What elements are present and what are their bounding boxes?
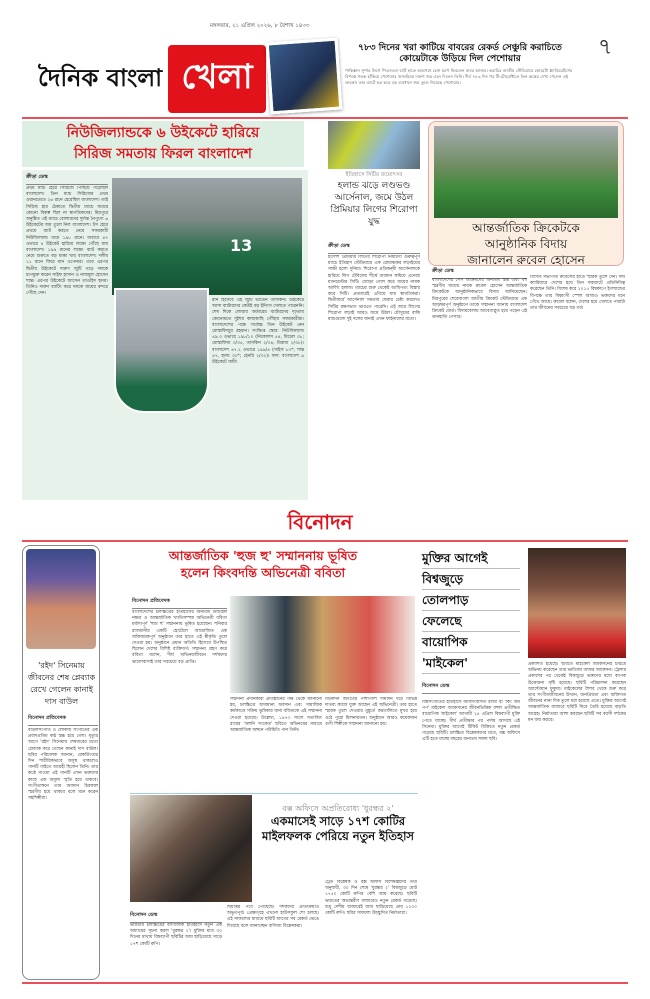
lead-body-col2: রান হিসেবে এই জুটি ভাঙেন তাসকিন। উইকেটে আসা ব্যাটারদের কেউই বড় ইনিংস খেলতে পারেননি। শেষ দিকে লোয়ার অর্ডারের ব্যাটারদের দৃঢ়তায় কোনোমতে দুইশর কাছাকাছি পৌঁছায় সফরকারীরা। বাংলাদেশের পক্ষে সর্বোচ্চ তিন উইকেট নেন মোস্তাফিজুর রহমান। সংক্ষিপ্ত স্কোর: নিউজিল্যান্ড ৪৯.৩ ওভারে ১৯৮/১০ (নিকোলস ৫৪, মিচেল ৩৮; মোস্তাফিজ ৩/৩৫, তাসকিন ২/৩৪, মিরাজ ২/৩৮)। বাংলাদেশ ৪৭.২ ওভারে ১৯৯/৪ (সাইফ ৮৩*, শান্ত ৪৭, হৃদয় ৩০*; হেনরি ২/৩২)। ফল: বাংলাদেশ ৬ উইকেটে জয়ী। [212, 298, 304, 366]
dhurandhar-headline-line1: একমাসেই সাড়ে ১৭শ কোটির [270, 814, 406, 828]
michael-headline-line: বায়োপিক [422, 632, 520, 653]
lead-headline-line2: সিরিজ সমতায় ফিরল বাংলাদেশ [74, 146, 252, 162]
bobita-body-col2: সম্মাননা প্রদানকারী প্রতিষ্ঠানের পক্ষ থেকে জানানো হয়, চলচ্চিত্রে অসামান্য অবদান এবং সামাজিক কর্মকাণ্ডে সক্রিয় ভূমিকার জন্য ববিতাকে এই সম্মাননা দেওয়া হয়েছে। উল্লেখ্য, ১৯৭৩ সালে সত্যজিৎ রায়ের 'অশনি সংকেত' ছবিতে অভিনয়ের মাধ্যমে আন্তর্জাতিক অঙ্গনে পরিচিতি পান তিনি। [230, 697, 322, 734]
epl-byline: ক্রীড়া ডেস্ক [328, 243, 420, 254]
dhurandhar-photo [130, 795, 252, 902]
michael-headline-line: বিশ্বজুড়ে [422, 569, 520, 590]
michael-headline-line: তোলপাড় [422, 590, 520, 611]
epl-headline[interactable]: হলান্ড ঝড়ে লণ্ডভণ্ড আর্সেনাল, জমে উঠল প্রিমিয়ার লিগের শিরোপা যুদ্ধ [330, 181, 418, 227]
section-logo-binodon: বিনোদন [287, 510, 353, 534]
kanai-byline: বিনোদন প্রতিবেদক [28, 715, 98, 726]
michael-body-col1: বিশ্বসংগীতের ইতিহাসে অবিসংবাদিত রাজা বা 'কিং অব পপ' মাইকেল জ্যাকসনের জীবনভিত্তিক বহুল প্রতীক্ষিত বায়োপিক 'মাইকেল' আগামী ২৪ এপ্রিল বিশ্বব্যাপী মুক্তি পেতে যাচ্ছে। দীর্ঘ প্রতীক্ষার পর পর্দায় আসছে এই সিনেমা। মুক্তির আগেই টিকিট বিক্রিতে নতুন রেকর্ড গড়েছে ছবিটি। চলচ্চিত্র বিশ্লেষকদের মতে, বক্স অফিসে এটি হতে যাচ্ছে বছরের অন্যতম সফল ছবি। [422, 700, 520, 743]
dhurandhar-body-col1: ভারতীয় চলচ্চিত্রের বাণিজ্যিক ইতিহাসে নতুন এক অধ্যায়ের সূচনা করল 'ধুরন্ধর ২'। মুক্তির মাত্র ৩০ দিনের মাথায় বিশ্বব্যাপী ছবিটির আয় ছাড়িয়েছে সাড়ে ১৭শ কোটি রুপি। [130, 923, 222, 947]
dhurandhar-body-col2: ছিয়াত্তর পর্বে পৌঁছেছে। দর্শকদের প্রতিক্রিয়াও অভূতপূর্ব। প্রেক্ষাগৃহে এখনো হাউসফুল শো চলছে। এই সাফল্যের মাধ্যমে ছবিটি আগের সব রেকর্ড ভেঙে দিয়েছে বলে জানাচ্ছেন বাণিজ্য বিশ্লেষকরা। [227, 905, 319, 929]
michael-headline-line: ফেলেছে [422, 611, 520, 632]
dhurandhar-byline: বিনোদন ডেস্ক [130, 912, 222, 923]
paper-logo: দৈনিক বাংলা [38, 63, 163, 92]
binodon-divider [22, 540, 628, 542]
rubel-headline[interactable] [428, 220, 624, 268]
michael-headline-line: মুক্তির আগেই [422, 548, 520, 569]
dhurandhar-kicker: বক্স অফিসে অপ্রতিরোধ্য 'ধুরন্ধর ২' [282, 804, 394, 813]
rubel-headline-line1: আন্তর্জাতিক ক্রিকেটকে [472, 221, 580, 235]
michael-photo [528, 548, 626, 658]
michael-headline[interactable] [422, 548, 520, 674]
masthead-divider [22, 117, 628, 119]
rubel-body-col2: বিসিবি সভাপতি রুবেলের হাতে স্মারক তুলে দেন। দীর্ঘ ক্যারিয়ারে দেশের হয়ে তিন ফরম্যাটে প্রতিনিধিত্ব করেছেন তিনি। বিশেষ করে ২০১৫ বিশ্বকাপে ইংল্যান্ডের বিপক্ষে তার বিধ্বংসী স্পেল আজও ভক্তদের মনে গেঁথে আছে। রুবেল বলেন, দেশের হয়ে খেলতে পারাটা তার জীবনের সবচেয়ে বড় গর্ব। [530, 275, 625, 312]
kanai-photo [26, 549, 96, 649]
babar-photo [266, 38, 343, 115]
michael-body-col2: প্রকাশিত হয়েছে। ছবিতে মাইকেল জ্যাকসনের চরিত্রে অভিনয় করেছেন তার ভাতিজা জাফর জ্যাকসন। ট্রেলার প্রকাশের পর থেকেই বিশ্বজুড়ে ভক্তদের মধ্যে ব্যাপক উত্তেজনা সৃষ্টি হয়েছে। ছবিটি পরিচালনা করেছেন অ্যান্টোয়ান ফুকুয়া। মাইকেলের শৈশব থেকে শুরু করে তার সংগীতজীবনের উত্থান, জনপ্রিয়তা এবং ব্যক্তিগত জীবনের নানা দিক তুলে ধরা হয়েছে এতে। মুক্তির আগেই আন্তর্জাতিক বাজারে ছবিটি ঘিরে তৈরি হয়েছে বাড়তি আগ্রহ। নির্মাতারা আশা করছেন ছবিটি সব বয়সী দর্শকের মন জয় করবে। [528, 662, 626, 723]
rubel-headline-line3: জানালেন রুবেল হোসেন [467, 253, 585, 267]
page-number: ৭ [598, 35, 613, 60]
rubel-farewell-photo [434, 126, 618, 218]
team-celebration-photo [112, 178, 302, 295]
lead-body-col1: প্রথম ম্যাচ হেরে সিরিজে পিছিয়ে পড়েছিল বাংলাদেশ। তিন ম্যাচ সিরিজের প্রথম ওয়ানডেতে ২৬ রানে হেরেছিল বাংলাদেশ। তাই সিরিজ হার ঠেকাতে দ্বিতীয় ম্যাচে জয়ের কোনো বিকল্প ছিল না স্বাগতিকদের। মিরপুরে অনুষ্ঠিত এই ম্যাচে বোলারদের দুর্দান্ত নৈপুণ্যে ৬ উইকেটের জয় তুলে নিল বাংলাদেশ। টস হেরে প্রথমে ব্যাট করতে নেমে সফরকারী নিউজিল্যান্ড থামে ১৯৮ রানে। জবাবে ৪৭ ওভারে ৪ উইকেট হারিয়ে লক্ষ্যে পৌঁছে যায় বাংলাদেশ। ১৯৯ রানের লক্ষ্যে ব্যাট করতে নেমে শুরুতে বড় ধাক্কা খায় বাংলাদেশ। দলীয় ১১ রানে ফিরে যান ওপেনার। তবে এরপর দ্বিতীয় উইকেটে দারুণ জুটি গড়ে দলকে চাপমুক্ত করেন সাইফ হাসান ও নাজমুল হোসেন শান্ত। এরপর উইকেটে আসেন তাওহিদ হৃদয়। তিনিও দারুণ ব্যাটিং করে দলকে জয়ের বন্দরে পৌঁছে দেন। [26, 186, 108, 297]
dhurandhar-headline[interactable] [258, 814, 418, 844]
epl-kicker: ইতিহাসে সিটির জয়োৎসব [345, 172, 403, 178]
kanai-body: বাউলসংগীত ও লোকজ সংগীতের এক প্রবাদপ্রতিম কণ্ঠ স্তব্ধ হয়ে গেল। মৃত্যুর আগে 'রইদ' সিনেমায় শেষবারের মতো প্লেব্যাক করে গেছেন কানাই দাস বাউল। ছবির পরিচালক জানান, রেকর্ডিংয়ের দিন শারীরিকভাবে অসুস্থ থাকলেও গানটি গাইতে আগ্রহী ছিলেন তিনি। তার কণ্ঠে গাওয়া এই গানটি এখন ভক্তদের কাছে এক অমূল্য স্মৃতি হয়ে থাকবে। সংগীতাঙ্গনে তার অবদান চিরকাল স্মরণীয় হয়ে থাকবে বলে মনে করেন সহশিল্পীরা। [28, 728, 98, 802]
epl-photo [328, 121, 420, 169]
dhurandhar-body-col3: ট্রেড বিশ্লেষক ও বক্স অফিস বিশেষজ্ঞদের তথ্য অনুযায়ী, ৩০ দিন শেষে 'ধুরন্ধর ২' বিশ্বজুড়ে মোট ১৭৫০ কোটি রুপির বেশি আয় করেছে। ছবিটি ভারতের অভ্যন্তরীণ বাজারেও নতুন রেকর্ড গড়েছে। শুধু দেশীয় বাজারেই আয় ছাড়িয়েছে প্রায় ১২০০ কোটি রুপি। ছবির সাফল্যে উচ্ছ্বসিত নির্মাতারা। [325, 880, 417, 917]
teaser-headline[interactable]: ৭৮৩ দিনের খরা কাটিয়ে বাবরের রেকর্ড সেঞ্চুরি করাচিতে কোয়েটাকে উড়িয়ে দিল পেশোয়ার [358, 43, 562, 64]
jersey-number: 13 [230, 236, 253, 255]
dateline: মঙ্গলবার, ২১ এপ্রিল ২০২৬, ৮ বৈশাখ ১৪৩৩ [210, 23, 310, 29]
batsman-photo [114, 288, 209, 413]
lead-byline: ক্রীড়া ডেস্ক [26, 174, 108, 185]
lead-headline[interactable] [22, 123, 304, 165]
bobita-body-col1: বাংলাদেশের চলচ্চিত্রের ইতিহাসের অন্যতম উজ্জ্বল নক্ষত্র ও আন্তর্জাতিক খ্যাতিসম্পন্ন অভিনেত্রী ববিতা মর্যাদাপূর্ণ 'হুজ হু' সম্মাননায় ভূষিত হয়েছেন। শনিবার রাজধানীর একটি হোটেলে আয়োজিত এক জাঁকজমকপূর্ণ অনুষ্ঠানে তার হাতে এই স্বীকৃতি তুলে দেওয়া হয়। অনুষ্ঠানে প্রধান অতিথি হিসেবে উপস্থিত ছিলেন দেশের বিশিষ্ট ব্যক্তিবর্গ। সম্মাননা গ্রহণ করে ববিতা বলেন, দীর্ঘ অভিনয়জীবনে দর্শকদের ভালোবাসাই তার সবচেয়ে বড় প্রাপ্তি। [132, 610, 227, 665]
dhurandhar-headline-line2: মাইলফলক পেরিয়ে নতুন ইতিহাস [261, 829, 415, 843]
bobita-headline[interactable] [108, 547, 418, 581]
bobita-award-photo [230, 596, 415, 693]
bobita-body-col3: বিনোদন জগতের পাশাপাশি দীর্ঘদিন ধরে বিভিন্ন দাতব্য কাজে যুক্ত আছেন এই অভিনেত্রী। তার হাতে স্মারক তুলে দেওয়ার মুহূর্তে করতালিতে মুখর হয়ে ওঠে পুরো মিলনায়তন। অনুষ্ঠানে আরও কয়েকজন গুণী শিল্পীকে সম্মাননা জানানো হয়। [325, 697, 417, 727]
rubel-body-col1: বাংলাদেশের পেস আক্রমণের অন্যতম স্তম্ভ এবং বহু স্মরণীয় জয়ের নায়ক রুবেল হোসেন আন্তর্জাতিক ক্রিকেটকে আনুষ্ঠানিকভাবে বিদায় জানিয়েছেন। মিরপুরের শেরেবাংলা জাতীয় ক্রিকেট স্টেডিয়ামে এক আড়ম্বরপূর্ণ অনুষ্ঠানে তাকে সম্মাননা জানায় বাংলাদেশ ক্রিকেট বোর্ড। বিদায়বেলায় আবেগাপ্লুত হয়ে পড়েন এই ডানহাতি পেসার। [432, 278, 527, 321]
lead-headline-line1: নিউজিল্যান্ডকে ৬ উইকেটে হারিয়ে [66, 125, 260, 141]
dhurandhar-divider [130, 793, 418, 794]
footer-divider [22, 982, 628, 984]
kanai-headline[interactable]: 'রইদ' সিনেমায় জীবনের শেষ প্লেব্যাক রেখে গেলেন কানাই দাস বাউল [27, 661, 96, 706]
bobita-headline-line1: আন্তর্জাতিক 'হুজ হু' সম্মাননায় ভূষিত [168, 548, 358, 563]
rubel-byline: ক্রীড়া ডেস্ক [432, 268, 527, 279]
michael-byline: বিনোদন ডেস্ক [422, 683, 520, 694]
epl-body: ইংলিশ প্রিমিয়ার লিগের শিরোপা নির্ধারণী গুরুত্বপূর্ণ ম্যাচে ইতিহাদ স্টেডিয়ামে এক রোমাঞ্চকর লড়াইয়ের সাক্ষী হলো দুনিয়া। শিরোপা প্রতিদ্বন্দ্বী আর্সেনালকে হারিয়ে লিগ টেবিলের শীর্ষে ব্যবধান কমিয়ে এনেছে ম্যানচেস্টার সিটি। জোড়া গোল করে জয়ের নায়ক আর্লিং হলান্ড। ম্যাচের শুরু থেকেই আধিপত্য বিস্তার করে সিটি। প্রথমার্ধেই এগিয়ে যায় স্বাগতিকরা। দ্বিতীয়ার্ধে আর্সেনাল সমতায় ফেরার চেষ্টা করলেও সিটির রক্ষণভাগ ভাঙতে পারেনি। এই জয়ে লিগের শিরোপা লড়াই আরও জমে উঠল। মৌসুমের বাকি ম্যাচগুলো দুই দলের জন্যই এখন ফাইনালের মতো। [328, 255, 420, 323]
bobita-headline-line2: হলেন কিংবদন্তি অভিনেত্রী ববিতা [180, 565, 346, 580]
bobita-byline: বিনোদন প্রতিবেদক [132, 598, 227, 609]
michael-headline-line: 'মাইকেল' [422, 653, 520, 674]
teaser-body: পাকিস্তান সুপার লিগে পিএসএল ব্যাট হাতে অবশেষে চেনা রূপে ফিরলেন বাবর আজম। করাচির জাতীয় স্টেডিয়ামে কোয়েটা গ্ল্যাডিয়েটর্সের বিপক্ষে শতক হাঁকিয়ে পেশোয়ার জালমিকে দারুণ জয় এনে দিলেন তিনি। দীর্ঘ ৭৮৩ দিন পর টি-টোয়েন্টিতে তিন অঙ্কের দেখা পেলেন এই তারকা। তার ব্যাটে ভর করে বড় ব্যবধানে জয় তুলে নিয়েছে পেশোয়ার। [345, 68, 573, 85]
rubel-headline-line2: আনুষ্ঠানিক বিদায় [484, 237, 568, 251]
section-logo-khela: খেলা [168, 45, 266, 113]
